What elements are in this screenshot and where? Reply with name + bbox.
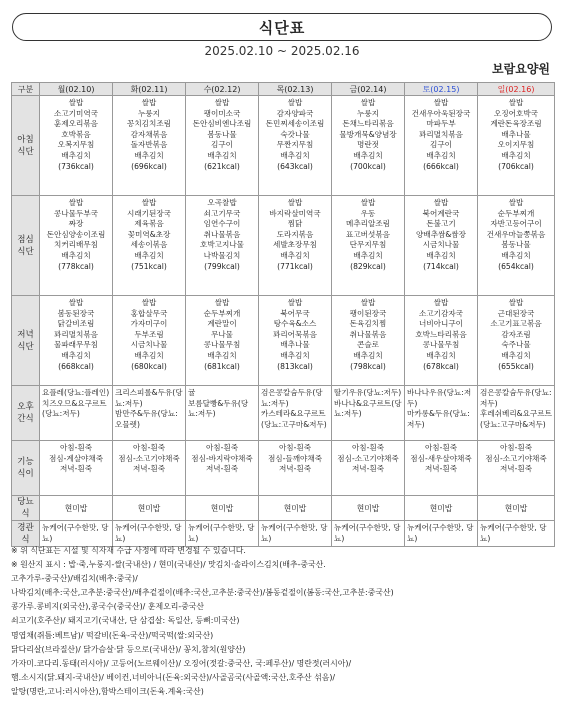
day-header-tue: 화(02.11): [113, 83, 186, 96]
breakfast-row: [12, 96, 555, 196]
menu-item: 봄동나물: [207, 129, 237, 139]
functional-cell: [40, 441, 113, 496]
menu-item: 우동: [360, 208, 376, 218]
row-label-line: 경관: [17, 522, 34, 533]
breakfast-cell: [478, 96, 555, 196]
menu-item: 콩나물두부국: [53, 208, 98, 218]
note-line: 가자미.코다리.동태(러시아)/ 고등어(노르웨이산)/ 오징어(젓갈:중국산, 국:페루산)/ 명란젓(러시아)/: [11, 658, 352, 668]
snack-label: [12, 386, 40, 441]
menu-item: 콘슬로: [356, 340, 379, 350]
menu-item: 저녁-흰죽: [278, 464, 312, 474]
diabetic-label: [12, 496, 40, 521]
menu-item: (654kcal): [498, 261, 534, 271]
menu-item: 배추김치: [61, 150, 91, 160]
breakfast-cell: [186, 96, 259, 196]
functional-cell: [332, 441, 405, 496]
breakfast-cell: [259, 96, 332, 196]
menu-item: 배추김치: [501, 150, 531, 160]
lunch-label: [12, 196, 40, 296]
day-header-mon: 월(02.10): [40, 83, 113, 96]
menu-item: 너비아니구이: [418, 319, 463, 329]
menu-item: 짜장: [68, 219, 84, 229]
menu-item: 호박볶음: [61, 129, 91, 139]
note-line: ※ 위 식단표는 시설 및 식자재 수급 사정에 따라 변경될 수 있습니다.: [11, 546, 246, 555]
menu-item: 찜닭: [287, 219, 303, 229]
diabetic-row: [12, 496, 555, 521]
menu-item: 홍합살무국: [130, 308, 168, 318]
row-label-line: 식: [21, 534, 30, 545]
note-line: 알탕(명란,고니:러시아산),함박스테이크(돈육.계육:국산): [11, 686, 204, 696]
row-label-line: 식단: [17, 146, 34, 157]
menu-item: 쌀밥: [360, 298, 376, 307]
day-header-wed: 수(02.12): [186, 83, 259, 96]
page-title: 식단표: [258, 18, 306, 37]
menu-item: 근대된장국: [497, 308, 535, 318]
menu-notes: [11, 544, 556, 699]
menu-item: 돈민찌세송이조림: [265, 119, 325, 129]
weekly-menu-table: [11, 82, 555, 547]
menu-item: 물방개묵&양념장: [339, 129, 397, 139]
lunch-cell: [186, 196, 259, 296]
menu-item: 쌀밥: [287, 98, 303, 107]
header-row: [12, 83, 555, 96]
lunch-cell: [478, 196, 555, 296]
menu-item: 감자양파국: [276, 108, 314, 118]
menu-item: 콩나물무침: [203, 340, 241, 350]
functional-cell: [259, 441, 332, 496]
menu-item: 팽이된장국: [349, 308, 387, 318]
menu-item: 바지락살미역국: [269, 208, 321, 218]
row-label-line: 간식: [17, 414, 34, 424]
dinner-cell: [259, 296, 332, 386]
menu-item: 돈안심비엔나조림: [192, 119, 252, 129]
menu-title-box: [12, 13, 552, 41]
breakfast-cell: [113, 96, 186, 196]
menu-item: 세송이볶음: [130, 240, 168, 250]
menu-item: 점심-소고기야채죽: [337, 453, 399, 463]
menu-item: 봄동나물: [501, 240, 531, 250]
menu-item: 팽이미소국: [203, 108, 241, 118]
dinner-cell: [405, 296, 478, 386]
row-label-line: 아침: [17, 134, 34, 145]
menu-item: 꽈리어묵볶음: [272, 329, 317, 339]
dinner-label: [12, 296, 40, 386]
menu-item: 검은콩칼슘두유(당뇨:저두): [480, 388, 552, 408]
menu-item: 저녁-흰죽: [59, 464, 93, 474]
menu-item: 숙갓나물: [280, 129, 310, 139]
menu-item: 표고버섯볶음: [345, 229, 390, 239]
lunch-cell: [405, 196, 478, 296]
menu-item: 배추김치: [207, 350, 237, 360]
menu-item: 쌀밥: [508, 98, 524, 107]
lunch-cell: [40, 196, 113, 296]
menu-item: 누룽지: [356, 108, 379, 118]
menu-item: 소고기감자국: [418, 308, 463, 318]
tube-cell: 뉴케어(구수한맛, 당뇨): [40, 521, 113, 547]
row-label-line: 저녁: [17, 329, 34, 340]
breakfast-cell: [40, 96, 113, 196]
menu-item: (771kcal): [277, 261, 313, 271]
menu-item: 배추김치: [353, 150, 383, 160]
menu-item: 아침-흰죽: [424, 443, 458, 452]
menu-item: 쌀밥: [68, 98, 84, 107]
menu-item: 건새우마늘쫑볶음: [486, 229, 546, 239]
menu-item: 돈육김치찜: [349, 319, 387, 329]
menu-item: 소고기표고볶음: [490, 319, 542, 329]
menu-item: 돌자반볶음: [130, 140, 168, 150]
menu-item: 누룽지: [137, 108, 160, 118]
tube-cell: 뉴케어(구수한맛, 당뇨): [405, 521, 478, 547]
tube-cell: 뉴케어(구수한맛, 당뇨): [478, 521, 555, 547]
menu-item: 카스테라&요구르트(당뇨:고구마&저두): [261, 409, 327, 429]
menu-item: 아침-흰죽: [132, 443, 166, 452]
menu-item: 계란돈육장조림: [490, 119, 542, 129]
menu-item: 순두부찌개: [497, 208, 535, 218]
menu-item: 쌀밥: [141, 198, 157, 207]
menu-item: 계란말이: [207, 319, 237, 329]
menu-item: 배추김치: [280, 250, 310, 260]
menu-item: 취나물볶음: [203, 229, 241, 239]
menu-item: 북어계란국: [422, 208, 460, 218]
menu-item: (813kcal): [277, 361, 313, 371]
menu-item: (736kcal): [58, 161, 94, 171]
lunch-cell: [113, 196, 186, 296]
menu-item: 돈채느타리볶음: [342, 119, 394, 129]
breakfast-cell: [405, 96, 478, 196]
menu-item: 명란젓: [356, 140, 379, 150]
menu-item: 쌀밥: [68, 198, 84, 207]
menu-item: (778kcal): [58, 261, 94, 271]
tube-cell: 뉴케어(구수한맛, 당뇨): [186, 521, 259, 547]
menu-item: 단무지무침: [349, 240, 387, 250]
menu-item: 시금치나물: [422, 240, 460, 250]
diabetic-cell: 현미밥: [186, 496, 259, 521]
menu-item: 나박물김치: [203, 250, 241, 260]
menu-item: 점심-들깨야채죽: [267, 453, 323, 463]
menu-item: (666kcal): [423, 161, 459, 171]
breakfast-cell: [332, 96, 405, 196]
menu-item: 메추리알조림: [345, 219, 390, 229]
lunch-cell: [332, 196, 405, 296]
menu-item: 오이지무침: [497, 140, 535, 150]
diabetic-cell: 현미밥: [478, 496, 555, 521]
day-header-fri: 금(02.14): [332, 83, 405, 96]
note-line: 닭다리살(브라질산)/ 닭가슴살·닭 등으로(국내산)/ 꽁치,참치(원양산): [11, 644, 246, 654]
menu-item: 돈불고기: [426, 219, 456, 229]
note-line: 햄.소시지(닭.돼지-국내산)/ 베이컨,너비아니(돈육:외국산)/사골곰국(사골액:국산,호주산 섞음)/: [11, 672, 336, 682]
menu-item: 배추나물: [501, 129, 531, 139]
row-label-line: 기능: [17, 457, 34, 467]
menu-item: 봄동된장국: [57, 308, 95, 318]
diabetic-cell: 현미밥: [332, 496, 405, 521]
menu-item: 쌀밥: [433, 98, 449, 107]
menu-item: 오곡찰밥: [207, 198, 237, 207]
menu-item: 딸기우유(당뇨:저두): [334, 388, 402, 397]
menu-item: 아침-흰죽: [278, 443, 312, 452]
menu-item: (798kcal): [350, 361, 386, 371]
menu-item: 배추김치: [426, 150, 456, 160]
menu-item: 감자채볶음: [130, 129, 168, 139]
functional-cell: [113, 441, 186, 496]
menu-item: 아침-흰죽: [205, 443, 239, 452]
note-line: 콩가루.콩비지(외국산),콩국수(중국산)/ 훈제오리-중국산: [11, 602, 205, 612]
menu-item: 김구이: [210, 140, 233, 150]
tube-cell: 뉴케어(구수한맛, 당뇨): [332, 521, 405, 547]
menu-item: 점심-소고기야채죽: [485, 453, 547, 463]
menu-item: 김구이: [429, 140, 452, 150]
menu-item: 가자미구이: [130, 319, 168, 329]
functional-cell: [478, 441, 555, 496]
lunch-cell: [259, 196, 332, 296]
row-label-line: 오후: [17, 402, 34, 412]
menu-item: 마파두부: [426, 119, 456, 129]
menu-item: 임연수구이: [203, 219, 241, 229]
menu-item: (696kcal): [131, 161, 167, 171]
menu-item: 탕수육&소스: [273, 319, 317, 329]
menu-item: (714kcal): [423, 261, 459, 271]
menu-item: 쌀밥: [360, 198, 376, 207]
functional-cell: [405, 441, 478, 496]
snack-cell: [478, 386, 555, 441]
header-corner: 구분: [12, 83, 40, 96]
menu-item: 배추김치: [501, 250, 531, 260]
menu-item: (829kcal): [350, 261, 386, 271]
menu-item: 배추김치: [353, 250, 383, 260]
diabetic-cell: 현미밥: [40, 496, 113, 521]
row-label-line: 식이: [17, 469, 34, 479]
menu-item: 세발초장무침: [272, 240, 317, 250]
day-header-sun: 일(02.16): [478, 83, 555, 96]
menu-item: 검은콩칼슘두유(당뇨:저두): [261, 388, 323, 408]
menu-item: 꽁치김치조림: [126, 119, 171, 129]
menu-item: 꽃미역&초장: [127, 229, 171, 239]
menu-item: 돈안심양송이조림: [46, 229, 106, 239]
dinner-cell: [186, 296, 259, 386]
menu-item: 배추김치: [134, 250, 164, 260]
menu-item: 도라지볶음: [276, 229, 314, 239]
menu-item: 쌀밥: [68, 298, 84, 307]
menu-item: 밤만주&두유(당뇨:오믈렛): [115, 409, 178, 429]
menu-item: 쌀밥: [287, 298, 303, 307]
menu-item: 물파래무무침: [53, 340, 98, 350]
menu-item: 저녁-흰죽: [424, 464, 458, 474]
menu-item: (706kcal): [498, 161, 534, 171]
snack-cell: [40, 386, 113, 441]
menu-item: 저녁-흰죽: [499, 464, 533, 474]
note-line: 나박김치(배추:국산,고추분:중국산)/배추겉절이(배추:국산,고추분:중국산)/봄동겉절이(봄동:국산,고추분:중국산): [11, 588, 394, 598]
facility-name: 보람요양원: [492, 62, 550, 76]
row-label-line: 식단: [17, 341, 34, 352]
menu-item: (678kcal): [423, 361, 459, 371]
menu-item: 숙주나물: [501, 340, 531, 350]
menu-item: 훈제오리볶음: [53, 119, 98, 129]
menu-item: 아침-흰죽: [351, 443, 385, 452]
menu-item: 쌀밥: [141, 98, 157, 107]
dinner-cell: [40, 296, 113, 386]
note-line: 쇠고기(호주산)/ 돼지고기(국내산, 단 삼겹살: 독일산, 등뼈:미국산): [11, 616, 240, 626]
snack-cell: [332, 386, 405, 441]
functional-label: [12, 441, 40, 496]
lunch-row: [12, 196, 555, 296]
functional-row: [12, 441, 555, 496]
snack-cell: [259, 386, 332, 441]
menu-item: (680kcal): [131, 361, 167, 371]
breakfast-label: [12, 96, 40, 196]
menu-item: 쌀밥: [433, 198, 449, 207]
menu-item: 배추김치: [280, 150, 310, 160]
menu-item: 쌀밥: [287, 198, 303, 207]
menu-item: 점심-바지락야채죽: [191, 453, 253, 463]
menu-item: 배추김치: [207, 150, 237, 160]
menu-item: 닭갈비조림: [57, 319, 95, 329]
menu-item: 오복지무침: [57, 140, 95, 150]
snack-cell: [405, 386, 478, 441]
menu-item: 마카롱&두유(당뇨:저두): [407, 409, 470, 429]
menu-item: 저녁-흰죽: [351, 464, 385, 474]
row-label-line: 당뇨: [17, 497, 34, 507]
menu-item: (799kcal): [204, 261, 240, 271]
menu-item: 호박고지나물: [199, 240, 244, 250]
diabetic-cell: 현미밥: [259, 496, 332, 521]
functional-cell: [186, 441, 259, 496]
dinner-row: [12, 296, 555, 386]
menu-item: 쌀밥: [214, 98, 230, 107]
menu-item: 쌀밥: [508, 198, 524, 207]
menu-item: 아침-흰죽: [59, 443, 93, 452]
menu-item: 쌀밥: [360, 98, 376, 107]
row-label-line: 점심: [17, 234, 34, 245]
menu-item: 쌀밥: [141, 298, 157, 307]
menu-item: 제육볶음: [134, 219, 164, 229]
snack-row: [12, 386, 555, 441]
menu-item: 무짠지무침: [276, 140, 314, 150]
snack-cell: [186, 386, 259, 441]
menu-item: 후레쉬베리&요구르트(당뇨:고구마&저두): [480, 409, 552, 429]
menu-item: 콩나물무침: [422, 340, 460, 350]
menu-item: 감자조림: [501, 329, 531, 339]
tube-label: [12, 521, 40, 547]
menu-item: 쌀밥: [508, 298, 524, 307]
dinner-cell: [113, 296, 186, 386]
menu-item: (643kcal): [277, 161, 313, 171]
menu-item: 보름달빵&두유(당뇨:저두): [188, 398, 249, 419]
menu-item: 바나나우유(당뇨:저두): [407, 388, 472, 408]
menu-item: 치즈오므&요구르트(당뇨:저두): [42, 398, 107, 419]
menu-item: 배추나물: [280, 340, 310, 350]
menu-item: 점심-새우살야채죽: [410, 453, 472, 463]
menu-item: 건새우아욱된장국: [411, 108, 471, 118]
dinner-cell: [332, 296, 405, 386]
menu-item: (681kcal): [204, 361, 240, 371]
menu-item: 점심-소고기야채죽: [118, 453, 180, 463]
row-label-line: 식단: [17, 246, 34, 257]
diabetic-cell: 현미밥: [405, 496, 478, 521]
diabetic-cell: 현미밥: [113, 496, 186, 521]
menu-item: 바나나&요구르트(당뇨:저두): [334, 398, 402, 419]
menu-item: 배추김치: [426, 350, 456, 360]
note-line: ※ 원산지 표시 : 밥·죽,누룽지-쌀(국내산) / 현미(국내산)/ 맛김치·솔라이스김치(배추-중국산.: [11, 560, 326, 570]
menu-item: 배추김치: [61, 250, 91, 260]
menu-item: 꽈리멸치볶음: [418, 129, 463, 139]
menu-item: 배추김치: [426, 250, 456, 260]
menu-item: 쇠고기무국: [203, 208, 241, 218]
menu-item: 두부조림: [134, 329, 164, 339]
menu-item: 귤: [188, 388, 196, 397]
menu-item: 저녁-흰죽: [205, 464, 239, 474]
menu-item: 배추김치: [501, 350, 531, 360]
menu-item: 호박느타리볶음: [415, 329, 467, 339]
menu-item: 무나물: [210, 329, 233, 339]
tube-cell: 뉴케어(구수한맛, 당뇨): [259, 521, 332, 547]
menu-item: (668kcal): [58, 361, 94, 371]
menu-item: 배추김치: [353, 350, 383, 360]
menu-item: 치커리배무침: [53, 240, 98, 250]
menu-item: 시래기된장국: [126, 208, 171, 218]
menu-item: 취나물볶음: [349, 329, 387, 339]
note-line: 고추가루-중국산)/배김치(배추:중국)/: [11, 574, 138, 584]
menu-item: 쌀밥: [214, 298, 230, 307]
menu-item: 배추김치: [280, 350, 310, 360]
menu-item: (655kcal): [498, 361, 534, 371]
tube-row: [12, 521, 555, 547]
menu-item: 크리스피롤&두유(당뇨:저두): [115, 388, 183, 408]
menu-item: 순두부찌개: [203, 308, 241, 318]
menu-item: 배추김치: [134, 350, 164, 360]
menu-item: 쌀밥: [433, 298, 449, 307]
menu-item: 저녁-흰죽: [132, 464, 166, 474]
menu-item: 아침-흰죽: [499, 443, 533, 452]
menu-item: (621kcal): [204, 161, 240, 171]
menu-item: (751kcal): [131, 261, 167, 271]
note-line: 명엽채(쥐틈:베트남)/ 떡갈비(돈육-국산)/떡국떡(쌀:외국산): [11, 630, 214, 640]
row-label-line: 식: [21, 509, 30, 519]
menu-item: 북어무국: [280, 308, 310, 318]
day-header-thu: 목(02.13): [259, 83, 332, 96]
menu-item: 꽈리멸치볶음: [53, 329, 98, 339]
menu-item: 배추김치: [134, 150, 164, 160]
dinner-cell: [478, 296, 555, 386]
menu-item: (700kcal): [350, 161, 386, 171]
menu-period: 2025.02.10 ~ 2025.02.16: [204, 44, 360, 58]
menu-item: 자반고등어구이: [490, 219, 542, 229]
menu-item: 요플레(당뇨:플레인): [42, 388, 110, 397]
menu-item: 점심-계살야채죽: [48, 453, 104, 463]
snack-cell: [113, 386, 186, 441]
menu-item: 시금치나물: [130, 340, 168, 350]
menu-item: 소고기미역국: [53, 108, 98, 118]
menu-item: 양배추쌈&쌈장: [416, 229, 466, 239]
tube-cell: 뉴케어(구수한맛, 당뇨): [113, 521, 186, 547]
menu-item: 오징어호박국: [493, 108, 538, 118]
menu-item: 배추김치: [61, 350, 91, 360]
day-header-sat: 토(02.15): [405, 83, 478, 96]
